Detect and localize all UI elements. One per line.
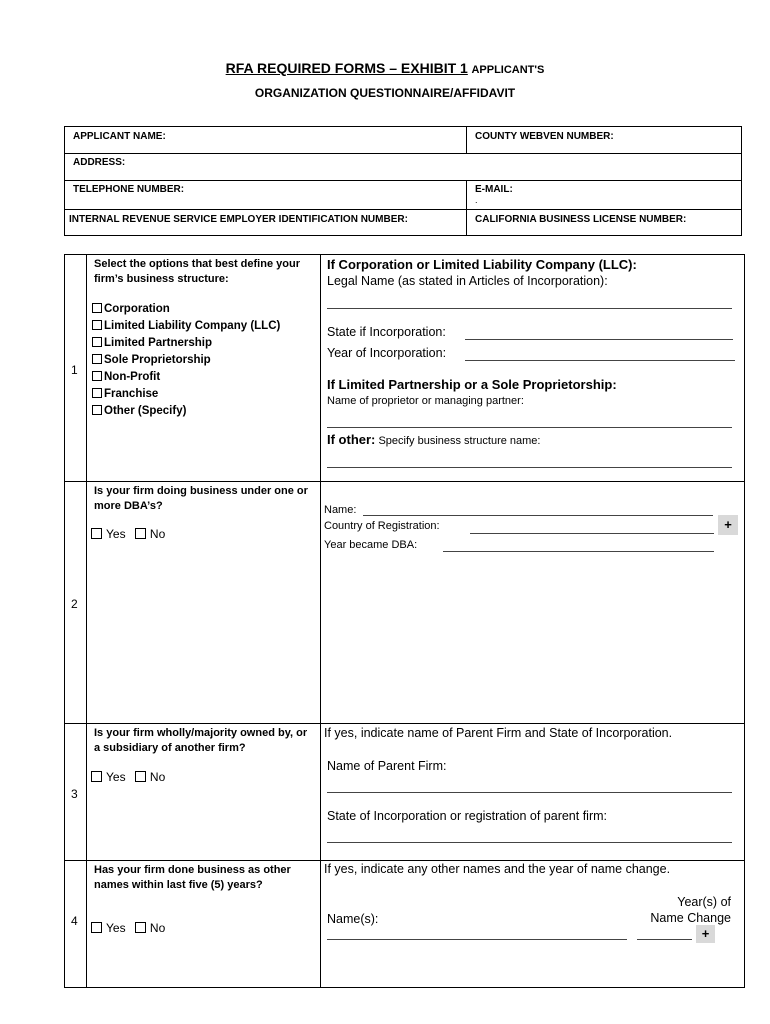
subsidiary-yes-no <box>91 770 165 784</box>
other-label: If other: Specify business structure name: <box>327 432 541 447</box>
corp-heading: If Corporation or Limited Liability Company (LLC): <box>327 257 637 272</box>
no-option[interactable]: No <box>135 527 165 541</box>
divider <box>466 127 467 153</box>
form-title-line2: ORGANIZATION QUESTIONNAIRE/AFFIDAVIT <box>254 86 516 100</box>
year-incorporation-input[interactable] <box>465 360 735 361</box>
telephone-number-field[interactable]: TELEPHONE NUMBER: <box>73 184 185 195</box>
checkbox[interactable] <box>91 528 102 539</box>
applicant-info-table <box>64 126 742 236</box>
divider <box>65 723 744 724</box>
parent-firm-input[interactable] <box>327 792 732 793</box>
form-title-main: RFA REQUIRED FORMS – EXHIBIT 1 <box>225 60 468 76</box>
option-limited-partnership[interactable]: Limited Partnership <box>92 335 280 352</box>
checkbox[interactable] <box>92 405 102 415</box>
dba-country-label: Country of Registration: <box>324 520 440 532</box>
question-text: Is your firm doing business under one or more DBA’s? <box>94 485 308 512</box>
proprietor-label: Name of proprietor or managing partner: <box>327 395 524 407</box>
divider <box>466 180 467 236</box>
divider <box>65 209 741 210</box>
yes-option[interactable]: Yes <box>91 527 126 541</box>
email-field[interactable]: E-MAIL: <box>475 184 513 195</box>
checkbox[interactable] <box>92 337 102 347</box>
dba-year-label: Year became DBA: <box>324 539 418 551</box>
questionnaire-table <box>64 254 745 988</box>
checkbox[interactable] <box>92 354 102 364</box>
checkbox[interactable] <box>92 388 102 398</box>
dba-name-label: Name: <box>324 504 357 516</box>
state-incorporation-input[interactable] <box>465 339 733 340</box>
parent-intro: If yes, indicate name of Parent Firm and State of Incorporation. <box>324 726 673 740</box>
option-franchise[interactable]: Franchise <box>92 386 280 403</box>
question-text: Is your firm wholly/majority owned by, or a subsidiary of another firm? <box>94 727 308 754</box>
other-names-intro: If yes, indicate any other names and the year of name change. <box>324 862 671 876</box>
parent-state-label: State of Incorporation or registration of parent firm: <box>327 809 607 823</box>
dba-yes-no <box>91 527 165 541</box>
yes-option[interactable]: Yes <box>91 770 126 784</box>
row-number: 2 <box>71 597 78 611</box>
applicant-name-field[interactable]: APPLICANT NAME: <box>73 131 166 142</box>
divider <box>65 860 744 861</box>
structure-options <box>92 301 280 420</box>
divider <box>65 180 741 181</box>
email-value: . <box>475 195 478 205</box>
option-sole-proprietorship[interactable]: Sole Proprietorship <box>92 352 280 369</box>
lp-heading: If Limited Partnership or a Sole Proprietorship: <box>327 377 617 392</box>
address-field[interactable]: ADDRESS: <box>73 157 126 168</box>
proprietor-input[interactable] <box>327 427 732 428</box>
option-other[interactable]: Other (Specify) <box>92 403 280 420</box>
form-title-line1 <box>0 60 770 76</box>
california-business-license-field[interactable]: CALIFORNIA BUSINESS LICENSE NUMBER: <box>475 214 687 225</box>
add-name-button[interactable]: + <box>696 925 715 943</box>
checkbox[interactable] <box>92 320 102 330</box>
legal-name-input[interactable] <box>327 308 732 309</box>
option-non-profit[interactable]: Non-Profit <box>92 369 280 386</box>
dba-country-input[interactable] <box>470 533 714 534</box>
divider <box>65 481 744 482</box>
parent-firm-label: Name of Parent Firm: <box>327 759 447 773</box>
county-webven-number-field[interactable]: COUNTY WEBVEN NUMBER: <box>475 131 614 142</box>
checkbox[interactable] <box>92 303 102 313</box>
other-structure-input[interactable] <box>327 467 732 468</box>
option-corporation[interactable]: Corporation <box>92 301 280 318</box>
question-text: Has your firm done business as other names within last five (5) years? <box>94 864 291 891</box>
no-option[interactable]: No <box>135 770 165 784</box>
question-text: Select the options that best define your firm’s business structure: <box>94 258 300 285</box>
names-label: Name(s): <box>327 912 379 926</box>
state-incorporation-label: State if Incorporation: <box>327 325 446 339</box>
add-dba-button[interactable]: + <box>718 515 738 535</box>
year-change-label-2: Name Change <box>650 911 731 925</box>
checkbox[interactable] <box>92 371 102 381</box>
dba-year-input[interactable] <box>443 551 714 552</box>
divider <box>320 255 321 987</box>
row-number: 4 <box>71 914 78 928</box>
checkbox[interactable] <box>91 771 102 782</box>
name-change-year-input[interactable] <box>637 939 692 940</box>
row-number: 3 <box>71 787 78 801</box>
row-number: 1 <box>71 363 78 377</box>
no-option[interactable]: No <box>135 921 165 935</box>
yes-option[interactable]: Yes <box>91 921 126 935</box>
other-names-input[interactable] <box>327 939 627 940</box>
checkbox[interactable] <box>135 528 146 539</box>
option-llc[interactable]: Limited Liability Company (LLC) <box>92 318 280 335</box>
dba-name-input[interactable] <box>363 515 713 516</box>
year-change-label-1: Year(s) of <box>677 895 731 909</box>
divider <box>86 255 87 987</box>
year-incorporation-label: Year of Incorporation: <box>327 346 447 360</box>
parent-state-input[interactable] <box>327 842 732 843</box>
legal-name-label: Legal Name (as stated in Articles of Incorporation): <box>327 274 608 288</box>
form-title-rest: APPLICANT'S <box>471 64 545 76</box>
checkbox[interactable] <box>91 922 102 933</box>
irs-ein-field[interactable]: INTERNAL REVENUE SERVICE EMPLOYER IDENTIFICATION NUMBER: <box>69 214 408 225</box>
divider <box>65 153 741 154</box>
checkbox[interactable] <box>135 922 146 933</box>
other-names-yes-no <box>91 921 165 935</box>
checkbox[interactable] <box>135 771 146 782</box>
